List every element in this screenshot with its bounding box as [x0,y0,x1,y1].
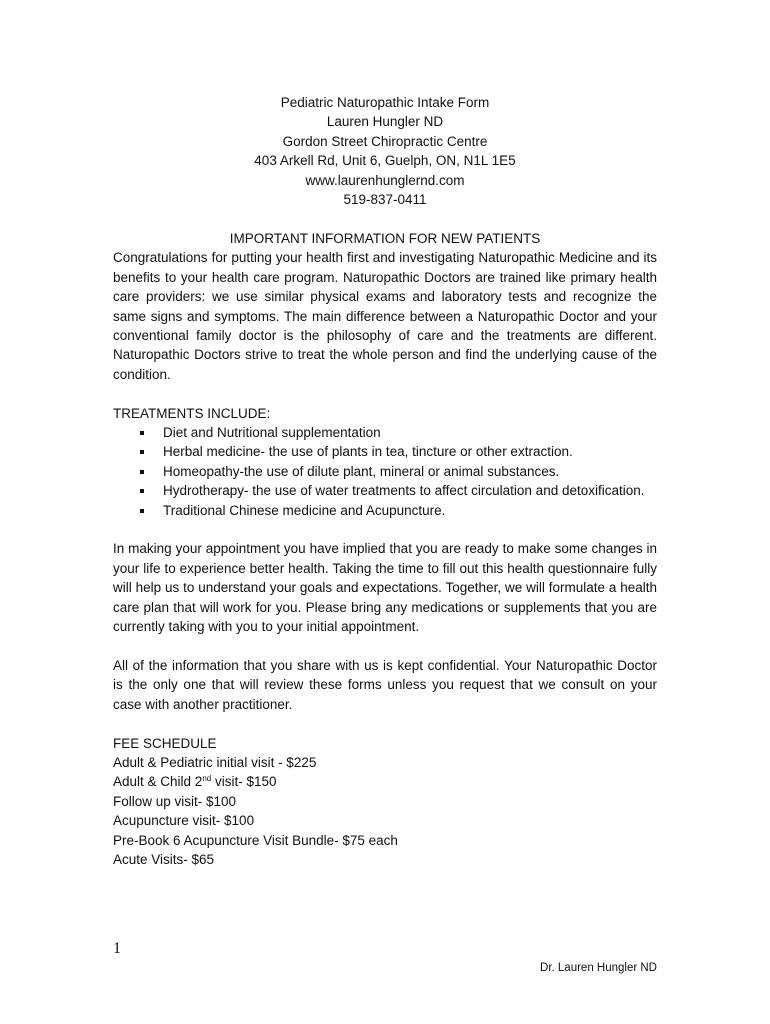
list-item: Traditional Chinese medicine and Acupuncture. [113,501,657,520]
fee-second-visit [113,772,657,791]
fee-schedule [113,734,657,870]
website-link: www.laurenhunglernd.com [305,172,465,188]
appointment-paragraph: In making your appointment you have implied that you are ready to make some changes in your life to experience better health. Taking the time to fill out this health questionnaire fully will help us to understand your goals and expectations. Together, we will formulate a health care plan that will work for you. Please bring any medications or supplements that you are currently taking with you to your initial appointment. [113,541,657,635]
form-body [113,229,657,869]
list-item: Hydrotherapy- the use of water treatments to affect circulation and detoxification. [113,481,657,500]
fee-followup-visit: Follow up visit- $100 [113,793,237,809]
fee-acupuncture-visit: Acupuncture visit- $100 [113,813,255,829]
info-paragraph: Congratulations for putting your health first and investigating Naturopathic Medicine and its benefits to your health care program. Naturopathic Doctors are trained like primary health care providers: we use similar physical exams and laboratory tests and recognize the same signs and symptoms. The main difference between a Naturopathic Doctor and your conventional family doctor is the philosophy of care and the treatments are different. Naturopathic Doctors strive to treat the whole person and find the underlying cause of the condition. [113,250,657,382]
page-number: 1 [113,940,121,957]
fee-heading: FEE SCHEDULE [113,735,217,751]
page-footer: Dr. Lauren Hungler ND [540,962,657,974]
fee-initial-visit: Adult & Pediatric initial visit - $225 [113,754,317,770]
list-item: Herbal medicine- the use of plants in tea, tincture or other extraction. [113,442,657,461]
clinic-address: 403 Arkell Rd, Unit 6, Guelph, ON, N1L 1E5 [254,153,516,169]
confidentiality-paragraph: All of the information that you share with us is kept confidential. Your Naturopathic Doctor is the only one that will review these forms unless you request that we consult on your case with another practitioner. [113,657,657,712]
fee-acupuncture-bundle: Pre-Book 6 Acupuncture Visit Bundle- $75 each [113,832,398,848]
list-item: Diet and Nutritional supplementation [113,423,657,442]
treatments-list [113,423,657,520]
fee-second-ordinal: nd [202,774,212,784]
fee-acute-visit: Acute Visits- $65 [113,851,215,867]
form-title: Pediatric Naturopathic Intake Form [280,95,490,110]
doctor-name: Lauren Hungler ND [326,114,444,130]
fee-second-prefix: Adult & Child 2 [113,774,203,790]
fee-second-suffix: visit- $150 [211,774,277,790]
form-header [0,93,770,209]
phone-number: 519-837-0411 [343,192,427,208]
info-heading: IMPORTANT INFORMATION FOR NEW PATIENTS [229,231,541,246]
clinic-name: Gordon Street Chiropractic Centre [282,133,488,149]
list-item: Homeopathy-the use of dilute plant, mineral or animal substances. [113,462,657,481]
treatments-heading: TREATMENTS INCLUDE: [113,405,271,421]
